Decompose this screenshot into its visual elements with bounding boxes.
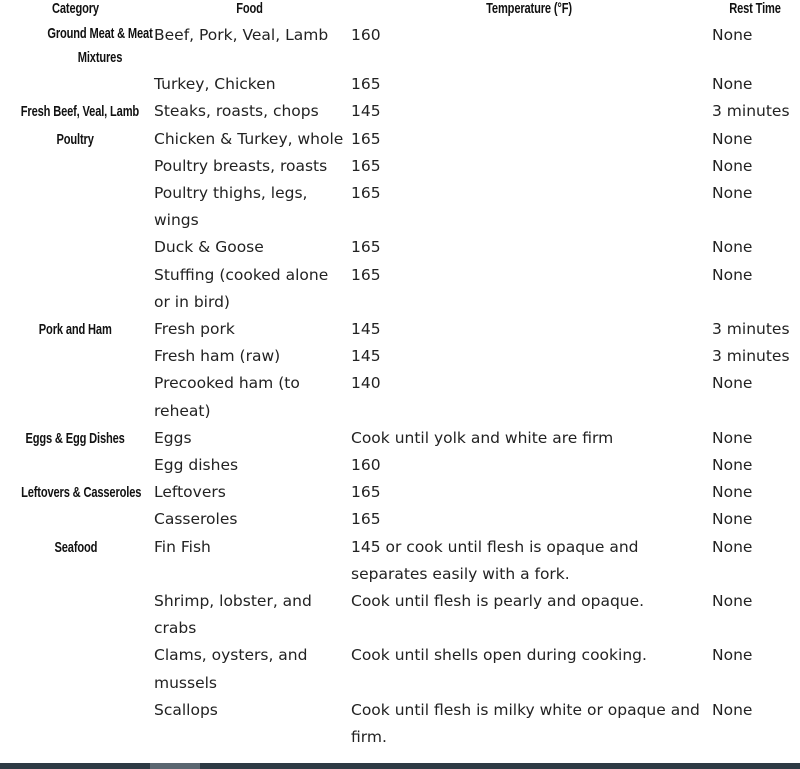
food-cell: Eggs — [154, 428, 192, 447]
table-row — [0, 316, 800, 343]
rest-time-cell: None — [712, 456, 753, 475]
rest-time-cell: None — [712, 75, 753, 94]
temperature-cell: Cook until yolk and white are firm — [351, 428, 614, 447]
rest-time-cell: None — [712, 238, 753, 257]
table-row — [0, 262, 800, 316]
table-row — [0, 22, 800, 71]
table-row — [0, 343, 800, 370]
temperature-cell: 165 — [351, 129, 381, 148]
category-label: Leftovers & Casseroles — [21, 484, 142, 502]
category-label: Pork and Ham — [39, 321, 112, 339]
table-row — [0, 153, 800, 180]
category-cell — [0, 452, 151, 479]
rest-time-cell: None — [712, 428, 753, 447]
temperature-cell: 165 — [351, 75, 381, 94]
temperature-cell: Cook until flesh is milky white or opaque and firm. — [351, 700, 700, 747]
table-body — [0, 22, 800, 751]
food-cell: Steaks, roasts, chops — [154, 102, 319, 121]
category-cell — [0, 370, 151, 424]
rest-time-cell: None — [712, 592, 753, 611]
food-cell: Casseroles — [154, 510, 238, 529]
scrollbar-thumb[interactable] — [150, 763, 200, 769]
rest-time-cell: None — [712, 510, 753, 529]
category-cell — [0, 153, 151, 180]
food-cell: Leftovers — [154, 483, 226, 502]
temperature-cell: 145 — [351, 347, 381, 366]
food-cell: Duck & Goose — [154, 238, 264, 257]
table-row — [0, 506, 800, 533]
rest-time-cell: None — [712, 700, 753, 719]
category-cell — [0, 262, 151, 316]
temperature-cell: 160 — [351, 26, 381, 44]
food-cell: Beef, Pork, Veal, Lamb — [154, 26, 329, 44]
category-cell — [0, 506, 151, 533]
food-cell: Poultry thighs, legs, wings — [154, 184, 308, 230]
table-row — [0, 370, 800, 424]
header-temperature: Temperature (°F) — [486, 0, 572, 17]
category-cell — [0, 534, 151, 588]
category-cell — [0, 479, 151, 506]
rest-time-cell: None — [712, 156, 753, 175]
category-cell — [0, 126, 151, 153]
table-row — [0, 588, 800, 642]
temperature-cell: 160 — [351, 456, 381, 475]
table-header-row — [0, 0, 800, 22]
temperature-cell: Cook until shells open during cooking. — [351, 646, 647, 665]
rest-time-cell: 3 minutes — [712, 320, 790, 339]
category-cell — [0, 642, 151, 696]
category-label: Fresh Beef, Veal, Lamb — [20, 103, 140, 121]
rest-time-cell: None — [712, 537, 753, 556]
temperature-cell: 165 — [351, 265, 381, 284]
food-cell: Egg dishes — [154, 456, 239, 475]
rest-time-cell: 3 minutes — [712, 347, 790, 366]
temperature-cell: 145 — [351, 102, 381, 121]
rest-time-cell: None — [712, 184, 753, 203]
food-cell: Precooked ham (to reheat) — [154, 374, 300, 420]
table-row — [0, 425, 800, 452]
temperature-cell: 140 — [351, 374, 381, 393]
table-row — [0, 234, 800, 261]
temperature-cell: 165 — [351, 483, 381, 502]
temperature-cell: 145 — [351, 320, 381, 339]
rest-time-cell: None — [712, 374, 753, 393]
category-cell — [0, 71, 151, 98]
header-category: Category — [52, 0, 99, 17]
category-label: Poultry — [56, 130, 95, 148]
table-row — [0, 452, 800, 479]
category-cell — [0, 98, 151, 125]
temperature-cell: 145 or cook until flesh is opaque and separates easily with a fork. — [351, 537, 639, 583]
table-row — [0, 98, 800, 125]
header-rest-time: Rest Time — [729, 0, 781, 17]
rest-time-cell: None — [712, 646, 753, 665]
food-cell: Shrimp, lobster, and crabs — [154, 592, 312, 638]
header-food: Food — [236, 0, 263, 17]
food-cell: Scallops — [154, 700, 218, 719]
food-cell: Turkey, Chicken — [154, 75, 276, 94]
food-cell: Fresh ham (raw) — [154, 347, 281, 366]
temperature-cell: 165 — [351, 238, 381, 257]
category-cell — [0, 697, 151, 751]
temperature-cell: 165 — [351, 156, 381, 175]
rest-time-cell: None — [712, 483, 753, 502]
rest-time-cell: None — [712, 265, 753, 284]
table-row — [0, 697, 800, 751]
table-row — [0, 479, 800, 506]
food-cell: Stuffing (cooked alone or in bird) — [154, 265, 329, 311]
food-cell: Chicken & Turkey, whole — [154, 129, 344, 148]
temperature-cell: 165 — [351, 510, 381, 529]
category-cell — [0, 180, 151, 234]
category-cell — [0, 343, 151, 370]
food-cell: Fin Fish — [154, 537, 211, 556]
category-cell — [0, 22, 151, 71]
food-cell: Clams, oysters, and mussels — [154, 646, 308, 692]
table-row — [0, 534, 800, 588]
horizontal-scrollbar[interactable] — [0, 763, 800, 769]
food-cell: Fresh pork — [154, 320, 235, 339]
category-label: Eggs & Egg Dishes — [25, 429, 126, 447]
category-cell — [0, 425, 151, 452]
table-row — [0, 180, 800, 234]
table-row — [0, 642, 800, 696]
temperature-cell: Cook until flesh is pearly and opaque. — [351, 592, 645, 611]
rest-time-cell: None — [712, 129, 753, 148]
table-row — [0, 71, 800, 98]
category-cell — [0, 588, 151, 642]
category-cell — [0, 316, 151, 343]
rest-time-cell: 3 minutes — [712, 102, 790, 121]
rest-time-cell: None — [712, 26, 753, 44]
category-cell — [0, 234, 151, 261]
category-label: Ground Meat & Meat Mixtures — [47, 25, 153, 66]
table-row — [0, 126, 800, 153]
category-label: Seafood — [54, 538, 97, 556]
temperature-cell: 165 — [351, 184, 381, 203]
food-cell: Poultry breasts, roasts — [154, 156, 328, 175]
